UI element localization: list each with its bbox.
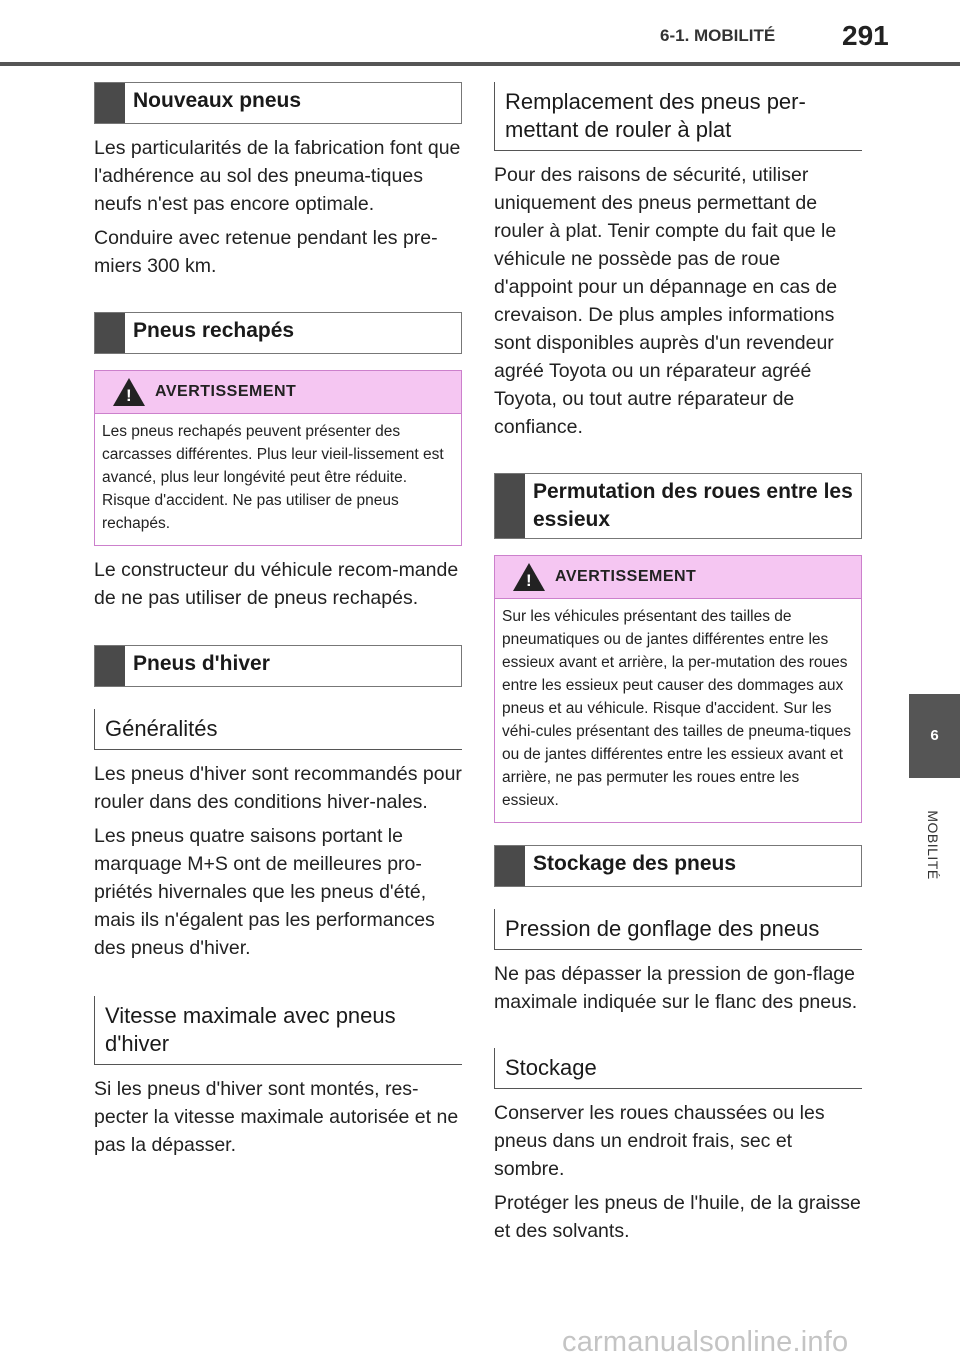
section-nouveaux-pneus (94, 82, 462, 124)
paragraph: Les particularités de la fabrication font que l'adhérence au sol des pneuma-tiques neufs n'est pas encore optimale. (94, 137, 461, 215)
paragraph: Les pneus d'hiver sont recommandés pour rouler dans des conditions hiver-nales. (94, 763, 462, 813)
paragraph: Ne pas dépasser la pression de gon-flage maximale indiquée sur le flanc des pneus. (494, 963, 858, 1013)
paragraph: Le constructeur du véhicule recom-mande de ne pas utiliser de pneus rechapés. (94, 559, 459, 609)
warning-box (94, 370, 462, 546)
subsection-generalites: Généralités (94, 709, 462, 750)
section-permutation (494, 473, 862, 539)
paragraph: Protéger les pneus de l'huile, de la graisse et des solvants. (494, 1192, 861, 1242)
paragraph: Conserver les roues chaussées ou les pneus dans un endroit frais, sec et sombre. (494, 1102, 825, 1180)
warning-title: AVERTISSEMENT (555, 568, 697, 585)
chapter-label (905, 790, 960, 900)
warning-text: Les pneus rechapés peuvent présenter des carcasses différentes. Plus leur vieil-lissement est avancé, plus leur longévité peut être réduite. Risque d'accident. Ne pas utiliser de pneus rechapés. (102, 423, 444, 532)
header-divider (0, 62, 960, 66)
section-marker (95, 83, 125, 123)
subsection-vitesse-maximale: Vitesse maximale avec pneus d'hiver (94, 996, 462, 1065)
section-marker (495, 474, 525, 538)
warning-header: ! AVERTISSEMENT (95, 371, 461, 414)
page-number: 291 (842, 20, 889, 51)
section-title: Stockage des pneus (533, 852, 737, 875)
subsection-stockage: Stockage (494, 1048, 862, 1089)
section-marker (95, 646, 125, 686)
warning-header: ! AVERTISSEMENT (495, 556, 861, 599)
paragraph: Si les pneus d'hiver sont montés, res-pecter la vitesse maximale autorisée et ne pas la dépasser. (94, 1078, 459, 1156)
right-column (494, 82, 862, 1245)
section-pneus-hiver (94, 645, 462, 687)
section-title: Pneus rechapés (133, 319, 295, 342)
section-title: Nouveaux pneus (133, 89, 302, 112)
subsection-remplacement: Remplacement des pneus per-mettant de rouler à plat (494, 82, 862, 151)
section-stockage (494, 845, 862, 887)
chapter-tab: 6 (909, 694, 960, 778)
section-title: Permutation des roues entre les essieux (533, 480, 853, 531)
paragraph: Pour des raisons de sécurité, utiliser uniquement des pneus permettant de rouler à plat. Tenir compte du fait que le véhicule ne possède pas de roue d'appoint pour un dépannage en cas de crevaison. De plus amples informations sont disponibles auprès d'un revendeur agréé Toyota ou un réparateur agréé Toyota, ou tout autre réparateur de confiance. (494, 164, 838, 438)
warning-box (494, 555, 862, 823)
paragraph: Les pneus quatre saisons portant le marquage M+S ont de meilleures pro-priétés hivernales que les pneus d'été, mais ils n'égalent pas les performances des pneus d'hiver. (94, 825, 435, 959)
left-column (94, 82, 462, 1159)
warning-text: Sur les véhicules présentant des tailles de pneumatiques ou de jantes différentes entre les essieux avant et arrière, la per-mutation des roues entre les essieux peut causer des dommages aux pneus et au véhicule. Risque d'accident. Sur les véhi-cules présentant des tailles de pneuma-tiques ou de jantes différentes entre les essieux avant et arrière, ne pas permuter les roues entre les essieux. (502, 608, 851, 809)
section-marker (95, 313, 125, 353)
warning-title: AVERTISSEMENT (155, 383, 297, 400)
section-marker (495, 846, 525, 886)
paragraph: Conduire avec retenue pendant les pre-miers 300 km. (94, 227, 438, 277)
subsection-pression: Pression de gonflage des pneus (494, 909, 862, 950)
section-pneus-rechapes (94, 312, 462, 354)
section-header: 6-1. MOBILITÉ (660, 26, 776, 45)
chapter-label-text: MOBILITÉ (924, 810, 941, 880)
watermark: carmanualsonline.info (562, 1326, 849, 1358)
section-title: Pneus d'hiver (133, 652, 270, 675)
